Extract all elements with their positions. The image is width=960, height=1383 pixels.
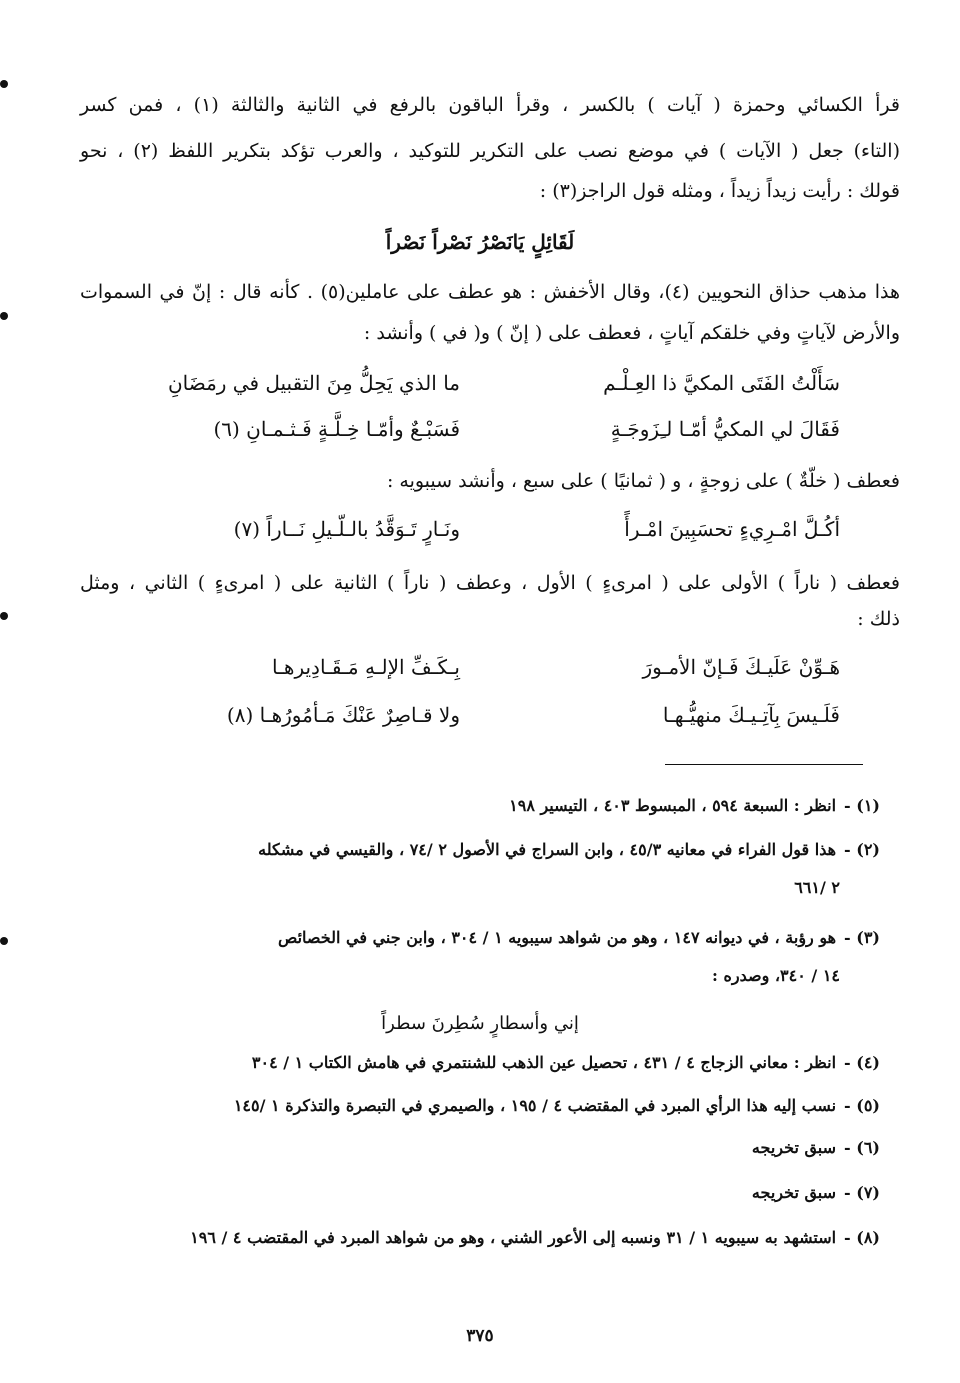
verse-second-hemistich: ما الذي يَحِلُّ مِنَ التقبيل في رمَضَانِ	[167, 371, 460, 395]
footnote-verse: إني وأسطارٍ سُطِرنَ سطراً	[381, 1013, 579, 1034]
footnote-number: (١) -	[844, 796, 880, 815]
verse-row	[140, 698, 840, 732]
footnote-8	[90, 1225, 880, 1251]
verse-second-hemistich: فَسَبْـعٌ وأمّـا خِـلَّـةٍ فَـثـمـانِ (٦)	[213, 417, 460, 441]
footnote-number: (٥) -	[844, 1096, 880, 1115]
footnote-number: (٢) -	[844, 840, 880, 859]
footnote-7	[90, 1180, 880, 1206]
rajaz-verse: لَقَائِلٍ يَانَصْرُ نَصْراً نَصْراً	[385, 230, 575, 254]
footnote-number: (٣) -	[844, 928, 880, 947]
binding-hole-mark	[0, 312, 8, 320]
verse-first-hemistich: فَلَـيسَ بِآتِـيـكَ منهيُّـهـا	[662, 703, 840, 727]
footnote-3	[90, 925, 880, 951]
verse-row	[140, 412, 840, 446]
body-line-4: هذا مذهب حذاق النحويين (٤)، وقال الأخفش : هو عطف على عاملين(٥) . كأنه قال : إنّ في السموات	[80, 281, 900, 303]
verse-first-hemistich: أكُـلَّ امْـرِيءٍ تحسَبِينَ امْـرأً	[624, 517, 840, 541]
verse-first-hemistich: سَأَلْتُ الفَتَى المكيَّ ذا العِـلْـم	[603, 371, 840, 395]
verse-second-hemistich: ولا قـاصِرٌ عَنْكَ مَـأمُورُهـا (٨)	[226, 703, 460, 727]
footnote-1	[90, 793, 880, 819]
footnote-text: هو رؤبة ، في ديوانه ١٤٧ ، وهو من شواهد سيبويه ١ / ٣٠٤ ، وابن جني في الخصائص	[278, 928, 837, 947]
body-line-5: والأرض لآياتٍ وفي خلقكم آياتٍ ، فعطف على ( إنّ ) و( في ) وأنشد :	[363, 322, 900, 344]
verse-first-hemistich: فَقَالَ لي المكيُّ أمّـا لـِزَوجَـةٍ	[610, 417, 840, 441]
footnote-separator	[665, 764, 863, 765]
verse-second-hemistich: ونَـارٍ تَـوَقَّدُ بالـلّـيلِ نَــاراً (٧)	[233, 517, 460, 541]
footnote-2-continuation: ٢ /٦٦١	[794, 878, 840, 897]
body-line-8: ذلك :	[857, 608, 900, 630]
page-number: ٣٧٥	[466, 1326, 494, 1346]
footnote-2	[90, 837, 880, 863]
footnote-text: نسب إليه هذا الرأي المبرد في المقتضب ٤ / ١٩٥ ، والصيمري في التبصرة والتذكرة ١ /١٤٥	[233, 1096, 837, 1115]
verse-row	[140, 512, 840, 546]
footnote-text: انظر : معاني الزجاج ٤ / ٤٣١ ، تحصيل عين الذهب للشنتمري في هامش الكتاب ١ / ٣٠٤	[251, 1053, 837, 1072]
footnote-text: هذا قول الفراء في معانيه ٤٥/٣ ، وابن السراج في الأصول ٢ /٧٤ ، والقيسي في مشكله	[258, 840, 837, 859]
footnote-number: (٧) -	[844, 1183, 880, 1202]
verse-first-hemistich: هَـوِّنْ عَلَيـكَ فَـإنّ الأمـورَ	[642, 655, 840, 679]
footnote-text: سبق تخريجه	[751, 1138, 837, 1157]
footnote-number: (٨) -	[844, 1228, 880, 1247]
footnote-text: استشهد به سيبويه ١ / ٣١ ونسبه إلى الأعور الشني ، وهو من شواهد المبرد في المقتضب ٤ / ١٩٦	[190, 1228, 837, 1247]
verse-row	[140, 650, 840, 684]
footnote-text: انظر : السبعة ٥٩٤ ، المبسوط ٤٠٣ ، التيسير ١٩٨	[509, 796, 837, 815]
footnote-number: (٤) -	[844, 1053, 880, 1072]
footnote-number: (٦) -	[844, 1138, 880, 1157]
footnote-6	[90, 1135, 880, 1161]
verse-row	[140, 366, 840, 400]
body-line-3: قولك : رأيت زيداً زيداً ، ومثله قول الراجز(٣) :	[539, 180, 900, 202]
binding-hole-mark	[0, 80, 8, 88]
body-line-7: فعطف ( ناراً ) الأولى على ( امرىءٍ ) الأول ، وعطف ( ناراً ) الثانية على ( امرىءٍ ) الثاني ، ومثل	[80, 572, 900, 594]
footnote-3-continuation: ١٤ / ٣٤٠، وصدره :	[712, 966, 840, 985]
binding-hole-mark	[0, 937, 8, 945]
verse-second-hemistich: بِـكَـفِّ الإلـهِ مَـقَـادِيرهـا	[271, 655, 460, 679]
footnote-text: سبق تخريجه	[751, 1183, 837, 1202]
footnote-4	[90, 1050, 880, 1076]
binding-hole-mark	[0, 612, 8, 620]
body-line-1: قرأ الكسائي وحمزة ( آيات ) بالكسر ، وقرأ الباقون بالرفع في الثانية والثالثة (١) ، فمن كسر	[80, 94, 900, 116]
body-line-6: فعطف ( خلّةٌ ) على زوجةٍ ، و ( ثمانيًا ) على سبع ، وأنشد سيبويه :	[386, 470, 900, 492]
body-line-2: (التاء) جعل ( الآيات ) في موضع نصب على التكرير للتوكيد ، والعرب تؤكد بتكرير اللفظ (٢) ، نحو	[80, 140, 900, 162]
footnote-5	[90, 1093, 880, 1119]
